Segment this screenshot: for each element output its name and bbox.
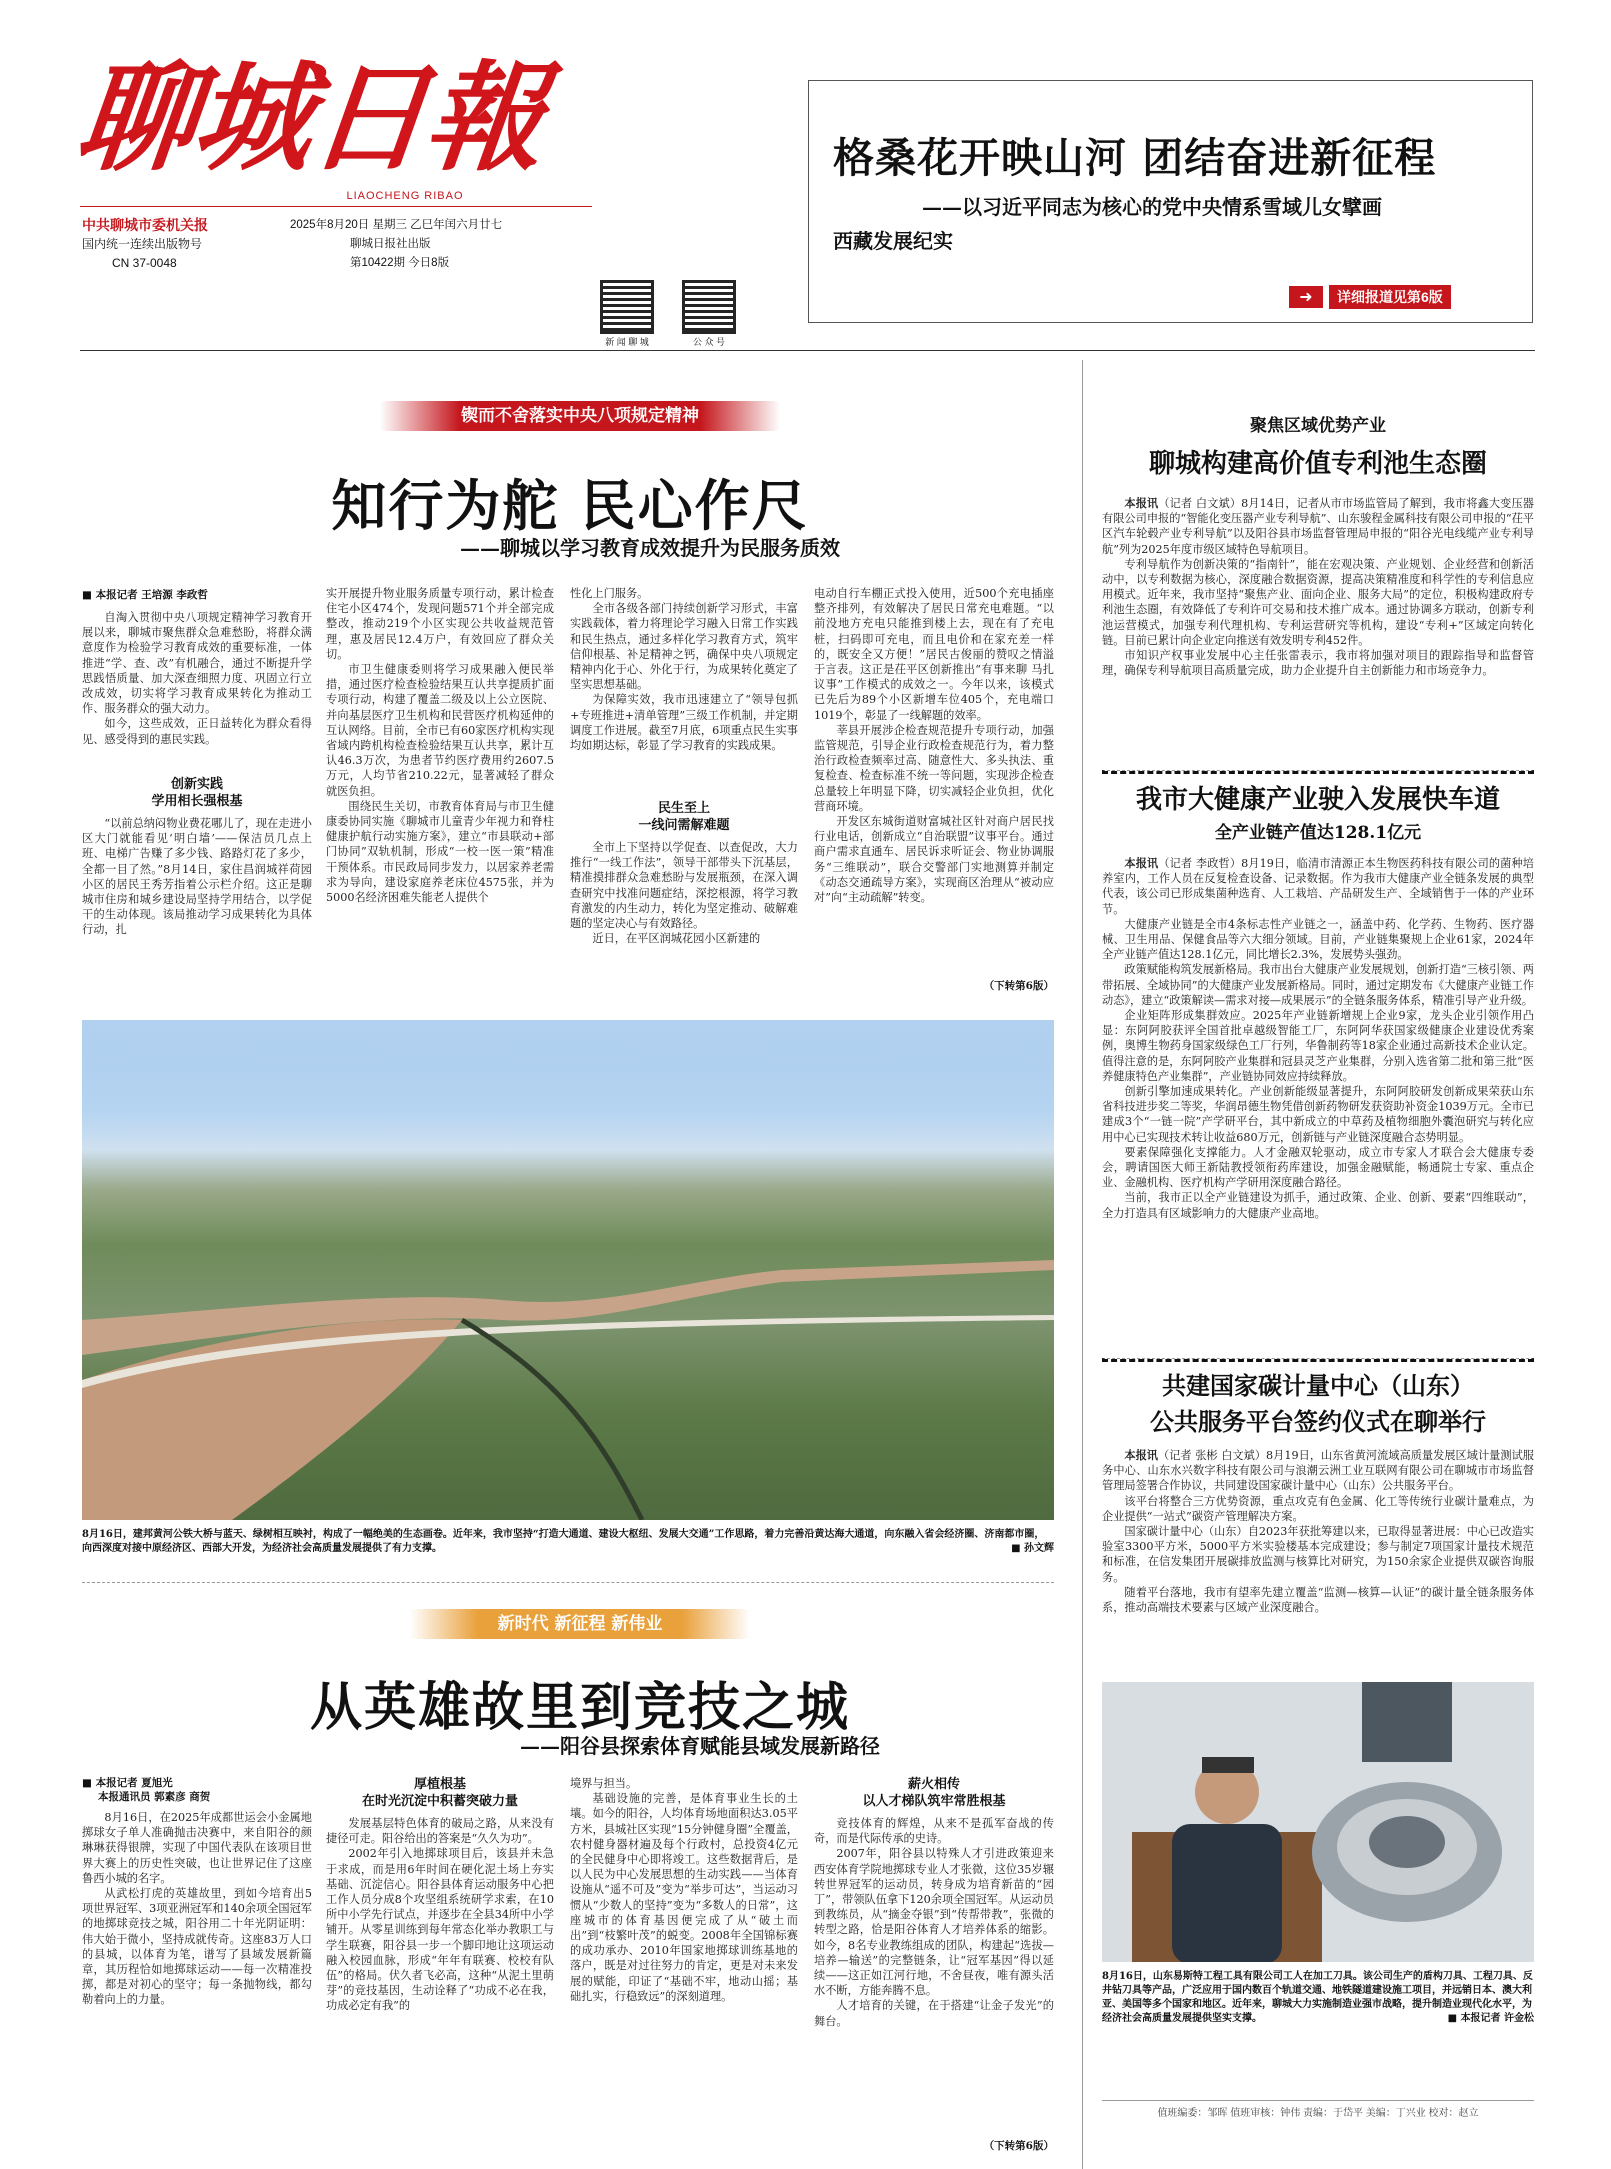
paragraph: 电动自行车棚正式投入使用，近500个充电插座整齐排列，有效解决了居民日常充电难题。“以前没地方充电只能推到楼上去，现在有了充电桩，扫码即可充电，而且电价和在家充差一样的，既安全又方便！”居民古俊丽的赞叹之情溢于言表。这正是茌平区创新推出“有事来聊 马扎议事”工作模式的成效之一。今年以来，该模式已先后为89个小区新增车位405个，充电端口1019个，彰显了一线解题的效率。 xyxy=(814,587,1054,722)
article-title: 知行为舵 民心作尺 xyxy=(331,474,809,538)
paragraph: 如今，这些成效，正日益转化为群众看得见、感受得到的惠民实践。 xyxy=(82,717,312,746)
paragraph: 政策赋能构筑发展新格局。我市出台大健康产业发展规划，创新打造“三核引领、两带拓展、全域协同”的大健康产业发展新格局。同时，通过定期发布《大健康产业链工作动态》，建立“政策解读—需求对接—成果展示”的全链条服务体系，精准引导产业升级。 xyxy=(1102,963,1534,1007)
ribbon-label: 锲而不舍落实中央八项规定精神 xyxy=(380,401,780,431)
qr-label: 新 闻 聊 城 xyxy=(605,337,649,347)
topbox-subtitle: 西藏发展纪实 xyxy=(833,229,953,253)
article2-col1 xyxy=(82,1776,312,2162)
paragraph: 随着平台落地，我市有望率先建立覆盖“监测—核算—认证”的碳计量全链条服务体系，推动高端技术要素与区域产业深度融合。 xyxy=(1102,1585,1534,1615)
masthead-cn: CN 37-0048 xyxy=(112,256,177,270)
qr-code-icon[interactable] xyxy=(682,280,736,334)
photo-caption: 8月16日，山东易斯特工程工具有限公司工人在加工刀具。该公司生产的盾构刀具、工程刀具、反井钻刀具等产品，广泛应用于国内数百个轨道交通、地铁隧道建设施工项目，并远销日本、澳大利亚、美国等多个国家和地区。近年来，聊城大力实施制造业强市战略，提升制造业现代化水平，为经济社会高质量发展提供坚实支撑。 ■ 本报记者 许金松 xyxy=(1102,1971,1534,2024)
section-subheading: 创新实践 学用相长强根基 xyxy=(151,777,243,809)
paragraph: 发展基层特色体育的破局之路，从来没有捷径可走。阳谷给出的答案是“久久为功”。 xyxy=(326,1817,554,1846)
paragraph: 开发区东城街道财富城社区针对商户居民找行业电话，创新成立“自治联盟”议事平台。通过商户需求直通车、居民诉求听证会、物业协调服务“三维联动”，联合交警部门实地测算并制定《动态交通疏导方案》，实现商区治理从“被动应对”向“主动疏解”转变。 xyxy=(814,815,1054,905)
paragraph: 创新引擎加速成果转化。产业创新能级显著提升，东阿阿胶研发创新成果荣获山东省科技进步奖二等奖，华润昂德生物凭借创新药物研发获资助补资金1039万元。全市已建成3个“一链一院”产学研平台，其中新成立的中草药及植物细胞外囊泡研究与转化应用中心已实现技术转让收益680万元，创新链与产业链深度融合态势明显。 xyxy=(1102,1085,1534,1144)
paragraph: 基础设施的完善，是体育事业生长的土壤。如今的阳谷，人均体育场地面积达3.05平方米，县城社区实现“15分钟健身圈”全覆盖，农村健身器材遍及每个行政村，总投资4亿元的全民健身中心即将竣工。这些数据背后，是以人民为中心发展思想的生动实践——当体育设施从“遥不可及”变为“举步可达”，当运动习惯从“少数人的坚持”变为“多数人的日常”，这座城市的体育基因便完成了从“破土而出”到“枝繁叶茂”的蜕变。2008年全国锦标赛的成功承办、2010年国家地掷球训练基地的落户，既是对过往努力的肯定，更是对未来发展的赋能，印证了“基础不牢，地动山摇；基础扎实，行稳致远”的深刻道理。 xyxy=(570,1792,798,2003)
paragraph: 莘县开展涉企检查规范提升专项行动，加强监管规范，引导企业行政检查规范行为，着力整治行政检查频率过高、随意性大、多头执法、重复检查、检查标准不统一等问题，实现涉企检查总量较上年明显下降，切实减轻企业负担，优化营商环境。 xyxy=(814,723,1054,813)
paragraph: 本报讯（记者 李政哲）8月19日，临清市清源正本生物医药科技有限公司的菌种培养室内，工作人员在反复检查设备、记录数据。作为我市大健康产业全链条发展的典型代表，该公司已形成集菌种选育、人工栽培、产品研发生产、全域销售于一体的产业环节。 xyxy=(1102,856,1534,916)
dateline: 本报讯 xyxy=(1124,856,1159,870)
byline: 本报通讯员 郭素彦 商贺 xyxy=(98,1791,211,1803)
article1-col4 xyxy=(814,586,1054,993)
qr-label: 公 众 号 xyxy=(692,337,725,347)
photo-caption: 8月16日，建邦黄河公铁大桥与蓝天、绿树相互映衬，构成了一幅绝美的生态画卷。近年来，我市坚持“打造大通道、建设大枢纽、发展大交通”工作思路，着力完善沿黄达海大通道，向东融入省会经济圈、济南都市圈，向西深度对接中原经济区、西部大开发，为经济社会高质量发展提供了有力支撑。 ■ 孙文辉 xyxy=(82,1529,1054,1554)
article-title: 聊城构建高价值专利池生态圈 xyxy=(1148,449,1487,479)
paragraph: 从武松打虎的英雄故里，到如今培育出5项世界冠军、3项亚洲冠军和140余项全国冠军的地掷球竞技之城，阳谷用二十年光阴证明：伟大始于微小，坚持成就传奇。这座83万人口的县城，以体育为笔，谱写了县域发展新篇章，其历程恰如地掷球运动——每一次精准投掷，都是对初心的坚守；每一条抛物线，都勾勒着向上的力量。 xyxy=(82,1887,312,2007)
paragraph: 近日，在平区润城花园小区新建的 xyxy=(592,932,761,946)
paragraph: 自淘入贯彻中央八项规定精神学习教育开展以来，聊城市聚焦群众急难愁盼，将群众满意度作为检验学习教育成效的重要标准，一体推进“学、查、改”有机融合，通过不断提升学思践悟质量、加大深查细照力度、巩固立行立改成效，切实将学习教育成果转化为推动工作、服务群众的强大动力。 xyxy=(82,611,312,716)
article-subtitle: ——阳谷县探索体育赋能县域发展新路径 xyxy=(520,1734,880,1758)
paragraph: 人才培育的关键，在于搭建“让金子发光”的舞台。 xyxy=(814,1999,1054,2028)
qr-code-icon[interactable] xyxy=(600,280,654,334)
paragraph: 当前，我市正以全产业链建设为抓手，通过政策、企业、创新、要素“四维联动”，全力打造具有区域影响力的大健康产业高地。 xyxy=(1102,1191,1534,1220)
dateline: 本报讯 xyxy=(1124,1448,1159,1462)
paragraph: 市知识产权事业发展中心主任张雷表示，我市将加强对项目的跟踪指导和监督管理，确保专利导航项目高质量完成，助力企业提升自主创新能力和市场竞争力。 xyxy=(1102,649,1534,678)
paragraph: 竞技体育的辉煌，从来不是孤军奋战的传奇，而是代际传承的史诗。 xyxy=(814,1817,1054,1846)
paragraph: 8月16日，在2025年成都世运会小金属地掷球女子单人准确抛击决赛中，来自阳谷的颜琳琳获得银牌，实现了中国代表队在该项目世界大赛上的历史性突破，也让世界记住了这座鲁西小城的名字。 xyxy=(82,1811,312,1885)
article1-col1 xyxy=(82,588,312,984)
right-article-health xyxy=(1102,780,1534,1376)
article-subtitle: 全产业链产值达128.1亿元 xyxy=(1214,823,1422,843)
article2-col2 xyxy=(326,1776,554,2156)
paragraph: 市卫生健康委则将学习成果融入便民举措，通过医疗检查检验结果互认共享提质扩面专项行动，构建了覆盖二级及以上公立医院、并向基层医疗卫生机构和民营医疗机构延伸的互认网络。目前，全市已有60家医疗机构实现省域内跨机构检查检验结果互认共享，累计互认46.3万次，为患者节约医疗费用约2607.5万元，人均节省210.22元，显著减轻了群众就医负担。 xyxy=(326,663,554,798)
photo-credit: ■ 本报记者 许金松 xyxy=(1447,2013,1534,2024)
headline-box xyxy=(808,80,1533,323)
masthead-pinyin: LIAOCHENG RIBAO xyxy=(346,190,464,202)
paragraph: 2002年引入地掷球项目后，该县并未急于求成，而是用6年时间在硬化泥土场上夯实基础、沉淀信心。阳谷县体育运动服务中心把工作人员分成8个攻坚组系统研学求索，在10所中小学先行试点，并逐步在全县34所中小学铺开。从零星训练到每年常态化举办教职工与学生联赛，阳谷县一步一个脚印地让这项运动融入校园血脉，形成“年年有联赛、校校有队伍”的格局。伏久者飞必高，这种“从泥土里萌芽”的竞技基因，生动诠释了“功成不必在我，功成必定有我”的 xyxy=(326,1847,554,2013)
paragraph: 围绕民生关切，市教育体育局与市卫生健康委协同实施《聊城市儿童青少年视力和脊柱健康护航行动实施方案》，建立“市县联动+部门协同”双轨机制，形成“一校一医一策”精准干预体系。市民政局同步发力，以居家养老需求为导向，建设家庭养老床位4575张，并为5000名经济困难失能老人提供个 xyxy=(326,799,554,905)
article1-col3 xyxy=(570,586,798,974)
paragraph: “以前总纳闷物业费花哪儿了，现在走进小区大门就能看见‘明白墙’——保洁员几点上班、电梯广告赚了多少钱、路路灯花了多少，全都一目了然。”8月14日，家住昌润城祥荷园小区的居民王秀芳指着公示栏介绍。这正是聊城市住房和城乡建设局坚持学用结合，以学促干的生动体现。该局推动学习成果转化为具体行动，扎 xyxy=(82,817,312,937)
masthead-issue: 第10422期 今日8版 xyxy=(350,257,450,269)
paragraph: 要素保障强化支撑能力。人才金融双轮驱动，成立市专家人才联合会大健康专委会，聘请国医大师王新陆教授领衔药库建设，加强金融赋能，畅通院士专家、重点企业、金融机构、医疗机构产学研用深度融合路径。 xyxy=(1102,1145,1534,1190)
masthead-date: 2025年8月20日 星期三 乙巳年闰六月廿七 xyxy=(290,219,503,231)
topbox-subtitle: ——以习近平同志为核心的党中央情系雪域儿女擘画 xyxy=(922,195,1382,219)
topbox-link[interactable]: ➜ 详细报道见第6版 xyxy=(1289,284,1451,310)
masthead-org: 中共聊城市委机关报 xyxy=(82,217,208,233)
byline: ■ 本报记者 夏旭光 xyxy=(82,1777,173,1789)
paragraph: 大健康产业链是全市4条标志性产业链之一，涵盖中药、化学药、生物药、医疗器械、卫生用品、保健食品等六大细分领域。目前，产业链集聚规上企业61家，2024年全产业链产值达128.1亿元，同比增长2.3%，发展势头强劲。 xyxy=(1102,917,1534,962)
article1-col2 xyxy=(326,586,554,991)
ribbon-label: 新时代 新征程 新伟业 xyxy=(410,1609,750,1639)
article-title: 公共服务平台签约仪式在聊举行 xyxy=(1150,1408,1486,1436)
page-footer: 值班编委：邹晖 值班审核：钟伟 责编：于岱平 美编：丁兴业 校对：赵立 xyxy=(1157,2108,1479,2119)
paragraph: 本报讯（记者 张彬 白文斌）8月19日，山东省黄河流域高质量发展区域计量测试服务中心、山东水兴数字科技有限公司与浪潮云洲工业互联网有限公司在聊城市市场监督管理局签署合作协议，共同建设国家碳计量中心（山东）公共服务平台。 xyxy=(1102,1448,1534,1493)
paragraph: 企业矩阵形成集群效应。2025年产业链新增规上企业9家，龙头企业引领作用凸显：东阿阿胶获评全国首批卓越级智能工厂，东阿阿华获国家级健康企业建设优秀案例，奥博生物药身国家级绿色工厂行列，华鲁制药等18家企业通过高新技术企业认定。值得注意的是，东阿阿胶产业集群和冠县灵芝产业集群，分别入选省第二批和第三批“医养健康特色产业集群”，产业链协同效应持续释放。 xyxy=(1102,1009,1534,1083)
paragraph: 性化上门服务。 xyxy=(570,587,649,600)
article-title: 从英雄故里到竞技之城 xyxy=(309,1678,850,1738)
photo-credit: ■ 孙文辉 xyxy=(1011,1543,1054,1554)
article-subtitle: ——聊城以学习教育成效提升为民服务质效 xyxy=(460,536,840,560)
landscape-photo xyxy=(82,1020,1054,1520)
right-article-carbon xyxy=(1102,1368,1534,1700)
paragraph: 专利导航作为创新决策的“指南针”，能在宏观决策、产业规划、企业经营和创新活动中，以专利数据为核心，深度融合数据资源，提高决策精准度和科学性的专利信息应用模式。近年来，我市坚持“聚焦产业、面向企业、服务大局”的定位，积极构建政府专利池生态圈，有效降低了专利许可交易和技术推广成本。通过协调多方联动，创新专利池运营模式，加强专利代理机构、专利运营研究等机构，建设“专利+”区域定向转化链。目前已累计向企业定向推送有效发明专利452件。 xyxy=(1102,557,1534,647)
paragraph: 2007年，阳谷县以特殊人才引进政策迎来西安体育学院地掷球专业人才张微，这位35岁辗转世界冠军的运动员，转身成为培育新苗的“园丁”，带领队伍拿下120余项全国冠军。从运动员到教练员，从“摘金夺银”到“传帮带教”，张微的转型之路，恰是阳谷体育人才培养体系的缩影。如今，8名专业教练组成的团队，构建起“选拔—培养—输送”的完整链条，让“冠军基因”得以延续——这正如江河行地，不舍昼夜，唯有源头活水不断，方能奔腾不息。 xyxy=(814,1847,1054,1998)
article-title: 共建国家碳计量中心（山东） xyxy=(1162,1372,1474,1400)
article2-col4 xyxy=(814,1776,1054,2153)
article-title: 我市大健康产业驶入发展快车道 xyxy=(1135,785,1500,815)
paragraph: 本报讯（记者 白文斌）8月14日，记者从市市场监管局了解到，我市将鑫大变压器有限公司申报的“智能化变压器产业专利导航”、山东骏程金属科技有限公司申报的“茌平区汽车轮毂产业专利导航”以及阳谷县市场监督管理局申报的“阳谷光电线缆产业专利导航”列为2025年度市级区域特色导航项目。 xyxy=(1102,496,1534,556)
section-subheading: 厚植根基 在时光沉淀中积蓄突破力量 xyxy=(361,1777,518,1809)
masthead-publisher: 聊城日报社出版 xyxy=(350,238,431,250)
worker-photo xyxy=(1102,1682,1534,1962)
section-subheading: 民生至上 一线问需解难题 xyxy=(638,801,730,833)
newspaper-logo: 聊城日報 xyxy=(70,48,550,187)
paragraph: 全市上下坚持以学促查、以查促改，大力推行“一线工作法”，领导干部带头下沉基层，精准摸排群众急难愁盼与发展瓶颈，在深入调查研究中找准问题症结，深挖根源，将学习教育激发的内生动力，转化为坚定推动、破解难题的坚定决心与有效路径。 xyxy=(570,841,798,931)
continued-note: （下转第6版） xyxy=(983,980,1054,992)
continued-note: （下转第6版） xyxy=(983,2140,1054,2152)
article2-col3 xyxy=(570,1776,798,2156)
byline: ■ 本报记者 王培源 李政哲 xyxy=(82,589,208,601)
paragraph: 为保障实效，我市迅速建立了“领导包抓+专班推进+清单管理”三级工作机制，并定期调度工作进展。截至7月底，6项重点民生实事均如期达标，彰显了学习教育的实践成果。 xyxy=(570,693,798,753)
masthead-serial: 国内统一连续出版物号 xyxy=(82,237,203,251)
river-bridge-illustration xyxy=(82,1020,1054,1520)
arrow-icon: ➜ xyxy=(1289,286,1323,308)
paragraph: 实开展提升物业服务质量专项行动，累计检查住宅小区474个，发现问题571个并全部完成整改，推动219个小区实现公共收益规范管理，惠及居民12.4万户，有效回应了群众关切。 xyxy=(326,587,554,661)
section-subheading: 薪火相传 以人才梯队筑牢常胜根基 xyxy=(862,1777,1006,1809)
worker-illustration xyxy=(1102,1682,1534,1962)
kicker: 聚焦区域优势产业 xyxy=(1250,416,1386,436)
paragraph: 该平台将整合三方优势资源，重点攻克有色金属、化工等传统行业碳计量难点，为企业提供“一站式”碳资产管理解决方案。 xyxy=(1102,1494,1534,1523)
topbox-title: 格桑花开映山河 团结奋进新征程 xyxy=(833,134,1437,182)
paragraph: 境界与担当。 xyxy=(570,1777,638,1790)
paragraph: 全市各级各部门持续创新学习形式，丰富实践载体，着力将理论学习融入日常工作实践和民生热点，通过多样化学习教育方式，筑牢信仰根基、补足精神之钙，确保中央八项规定精神内化于心、外化于行，为成果转化奠定了坚实思想基础。 xyxy=(570,602,798,692)
dateline: 本报讯 xyxy=(1124,496,1159,510)
masthead xyxy=(70,48,588,198)
right-article-patent xyxy=(1102,414,1534,764)
paragraph: 国家碳计量中心（山东）自2023年获批筹建以来，已取得显著进展：中心已改造实验室3300平方米，5000平方米实验楼基本完成建设；参与制定7项国家计量技术规范和标准，在信发集团开展碳排放监测与核算比对研究，为150余家企业提供双碳咨询服务。 xyxy=(1102,1525,1534,1584)
